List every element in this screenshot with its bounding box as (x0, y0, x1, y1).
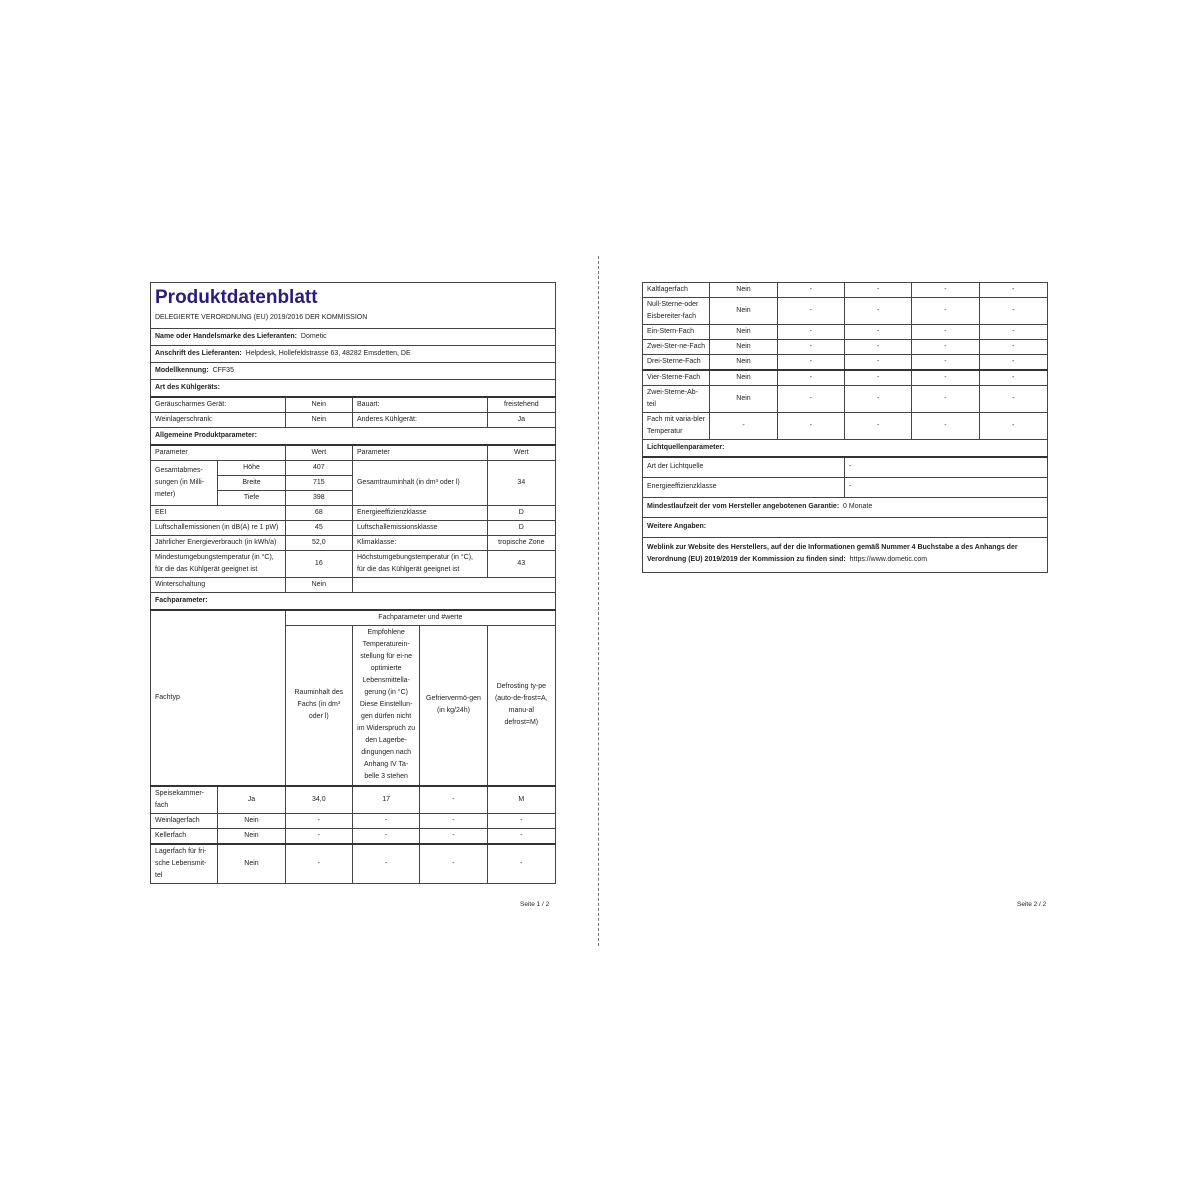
fach-v3: - (420, 786, 487, 814)
fach-v4: - (979, 283, 1047, 298)
param-header: Parameter (352, 445, 487, 461)
fach-name: Zwei-Ster-ne-Fach (643, 340, 710, 355)
light-class-value: - (844, 477, 1047, 497)
fach-col-header: Gefriervermö-gen (in kg/24h) (420, 626, 487, 786)
type-value: Nein (285, 413, 352, 428)
fach-v2: 17 (352, 786, 419, 814)
fach-v1: - (285, 813, 352, 828)
page-title: Produktdatenblatt (151, 283, 556, 312)
fach-v1: 34,0 (285, 786, 352, 814)
fach-col-header: Rauminhalt des Fachs (in dm³ oder l) (285, 626, 352, 786)
model-value: CFF35 (212, 367, 234, 374)
dim-label: Breite (218, 476, 285, 491)
gen-value: 45 (285, 521, 352, 536)
dim-value: 398 (285, 491, 352, 506)
gen-value: D (487, 506, 555, 521)
product-sheet-table-2 (642, 282, 1048, 573)
fach-name: Kaltlagerfach (643, 283, 710, 298)
fach-present: Nein (218, 813, 285, 828)
fach-v3: - (912, 340, 979, 355)
gen-value: 43 (487, 551, 555, 578)
fach-v2: - (844, 386, 911, 413)
winter-label: Winterschaltung (151, 578, 286, 593)
fach-v4: - (487, 813, 555, 828)
fach-v1: - (777, 413, 844, 440)
fach-v3: - (912, 370, 979, 386)
fach-v4: - (979, 298, 1047, 325)
model-row: Modellkennung: CFF35 (151, 363, 556, 380)
fach-name: Speisekammer-fach (151, 786, 218, 814)
param-header: Parameter (151, 445, 286, 461)
gen-label: Energieeffizienzklasse (352, 506, 487, 521)
fach-name: Null-Sterne-oder Eisbereiter-fach (643, 298, 710, 325)
page-1 (150, 282, 556, 884)
regulation-subtitle: DELEGIERTE VERORDNUNG (EU) 2019/2016 DER KOMMISSION (151, 311, 556, 329)
fach-v4: M (487, 786, 555, 814)
fach-v1: - (777, 283, 844, 298)
warranty-row: Mindestlaufzeit der vom Hersteller angebotenen Garantie: 0 Monate (643, 497, 1048, 517)
fach-v4: - (979, 355, 1047, 371)
winter-value: Nein (285, 578, 352, 593)
fach-v3: - (912, 413, 979, 440)
fach-v2: - (352, 828, 419, 844)
gen-label: Höchstumgebungstemperatur (in °C), für die das Kühlgerät geeignet ist (352, 551, 487, 578)
fach-v3: - (912, 298, 979, 325)
fach-name: Zwei-Sterne-Ab-teil (643, 386, 710, 413)
type-label: Anderes Kühlgerät: (352, 413, 487, 428)
fach-present: Nein (710, 355, 777, 371)
light-class-label: Energieeffizienzklasse (643, 477, 845, 497)
light-type-value: - (844, 457, 1047, 477)
fach-v4: - (979, 386, 1047, 413)
page-divider (598, 256, 599, 946)
type-value: freistehend (487, 397, 555, 413)
type-label: Bauart: (352, 397, 487, 413)
fach-present: Nein (710, 340, 777, 355)
section-heading-light: Lichtquellenparameter: (643, 440, 1048, 458)
light-type-label: Art der Lichtquelle (643, 457, 845, 477)
warranty-value: 0 Monate (843, 503, 873, 510)
fach-present: Nein (218, 828, 285, 844)
value-header: Wert (487, 445, 555, 461)
fach-v2: - (844, 298, 911, 325)
fach-v3: - (912, 325, 979, 340)
fach-v4: - (979, 325, 1047, 340)
fach-present: Nein (710, 386, 777, 413)
section-heading-fach: Fachparameter: (151, 593, 556, 611)
gen-value: D (487, 521, 555, 536)
fach-name: Lagerfach für fri-sche Lebensmit-tel (151, 844, 218, 884)
fach-v2: - (844, 370, 911, 386)
fach-v1: - (285, 844, 352, 884)
fach-name: Drei-Sterne-Fach (643, 355, 710, 371)
fach-v1: - (777, 355, 844, 371)
fach-name: Fach mit varia-bler Temperatur (643, 413, 710, 440)
fach-v4: - (979, 413, 1047, 440)
fach-group-header: Fachparameter und #werte (285, 610, 555, 626)
fach-present: Nein (710, 298, 777, 325)
type-label: Weinlagerschrank: (151, 413, 286, 428)
gen-label: EEI (151, 506, 286, 521)
dim-value: 407 (285, 461, 352, 476)
page-number: Seite 2 / 2 (1017, 901, 1047, 908)
fach-v2: - (844, 325, 911, 340)
fach-v2: - (844, 355, 911, 371)
fach-name: Vier-Sterne-Fach (643, 370, 710, 386)
volume-value: 34 (487, 461, 555, 506)
fach-v1: - (285, 828, 352, 844)
dimensions-label: Gesamtabmes-sungen (in Milli-meter) (151, 461, 218, 506)
product-sheet-table (150, 282, 556, 884)
page-2 (642, 282, 1048, 573)
page-number: Seite 1 / 2 (520, 901, 550, 908)
address-row: Anschrift des Lieferanten: Helpdesk, Hollefeldstrasse 63, 48282 Emsdetten, DE (151, 346, 556, 363)
fach-present: Nein (710, 283, 777, 298)
gen-label: Luftschallemissionen (in dB(A) re 1 pW) (151, 521, 286, 536)
section-heading-type: Art des Kühlgeräts: (151, 380, 556, 398)
fach-col-header: Defrosting ty-pe (auto-de-frost=A, manu-al defrost=M) (487, 626, 555, 786)
fach-v1: - (777, 370, 844, 386)
fach-v2: - (844, 340, 911, 355)
supplier-value: Dometic (300, 333, 327, 340)
fach-present: - (710, 413, 777, 440)
fachtyp-label: Fachtyp (151, 610, 286, 786)
dim-value: 715 (285, 476, 352, 491)
gen-label: Luftschallemissionsklasse (352, 521, 487, 536)
fach-v3: - (420, 813, 487, 828)
fach-present: Nein (710, 370, 777, 386)
gen-value: tropische Zone (487, 536, 555, 551)
fach-v1: - (777, 340, 844, 355)
gen-value: 52,0 (285, 536, 352, 551)
fach-v4: - (979, 340, 1047, 355)
section-heading-general: Allgemeine Produktparameter: (151, 428, 556, 446)
weblink-value[interactable]: https://www.dometic.com (849, 555, 928, 563)
fach-v3: - (912, 386, 979, 413)
fach-v3: - (420, 828, 487, 844)
fach-present: Nein (710, 325, 777, 340)
type-value: Nein (285, 397, 352, 413)
fach-v3: - (912, 283, 979, 298)
fach-v2: - (352, 813, 419, 828)
fach-v1: - (777, 298, 844, 325)
gen-label: Jährlicher Energieverbrauch (in kWh/a) (151, 536, 286, 551)
gen-value: 68 (285, 506, 352, 521)
address-value: Helpdesk, Hollefeldstrasse 63, 48282 Emsdetten, DE (245, 350, 411, 357)
gen-label: Klimaklasse: (352, 536, 487, 551)
fach-col-header: Empfohlene Temperaturein-stellung für ei-ne optimierte Lebensmittella-gerung (in °C) Diese Einstellun-gen dürfen nicht im Widerspruch zu den Lagerbe-dingungen nach Anhang IV Ta-belle 3 stehen (352, 626, 419, 786)
type-value: Ja (487, 413, 555, 428)
fach-v2: - (352, 844, 419, 884)
fach-v1: - (777, 325, 844, 340)
gen-value: 16 (285, 551, 352, 578)
fach-v1: - (777, 386, 844, 413)
fach-present: Ja (218, 786, 285, 814)
fach-v4: - (487, 828, 555, 844)
section-heading-more: Weitere Angaben: (643, 517, 1048, 537)
supplier-row: Name oder Handelsmarke des Lieferanten: Dometic (151, 329, 556, 346)
volume-label: Gesamtrauminhalt (in dm³ oder l) (352, 461, 487, 506)
fach-v2: - (844, 413, 911, 440)
gen-label: Mindestumgebungstemperatur (in °C), für die das Kühlgerät geeignet ist (151, 551, 286, 578)
fach-name: Weinlagerfach (151, 813, 218, 828)
fach-v3: - (420, 844, 487, 884)
fach-v4: - (487, 844, 555, 884)
dim-label: Tiefe (218, 491, 285, 506)
fach-name: Ein-Stern-Fach (643, 325, 710, 340)
empty-cell (352, 578, 555, 593)
weblink-row: Weblink zur Website des Herstellers, auf der die Informationen gemäß Nummer 4 Buchstabe a des Anhangs der Verordnung (EU) 2019/2019 der Kommission zu finden sind: https://www.dometic.com (643, 537, 1048, 572)
fach-v4: - (979, 370, 1047, 386)
type-label: Geräuscharmes Gerät: (151, 397, 286, 413)
value-header: Wert (285, 445, 352, 461)
fach-v2: - (844, 283, 911, 298)
dim-label: Höhe (218, 461, 285, 476)
fach-v3: - (912, 355, 979, 371)
fach-name: Kellerfach (151, 828, 218, 844)
fach-present: Nein (218, 844, 285, 884)
